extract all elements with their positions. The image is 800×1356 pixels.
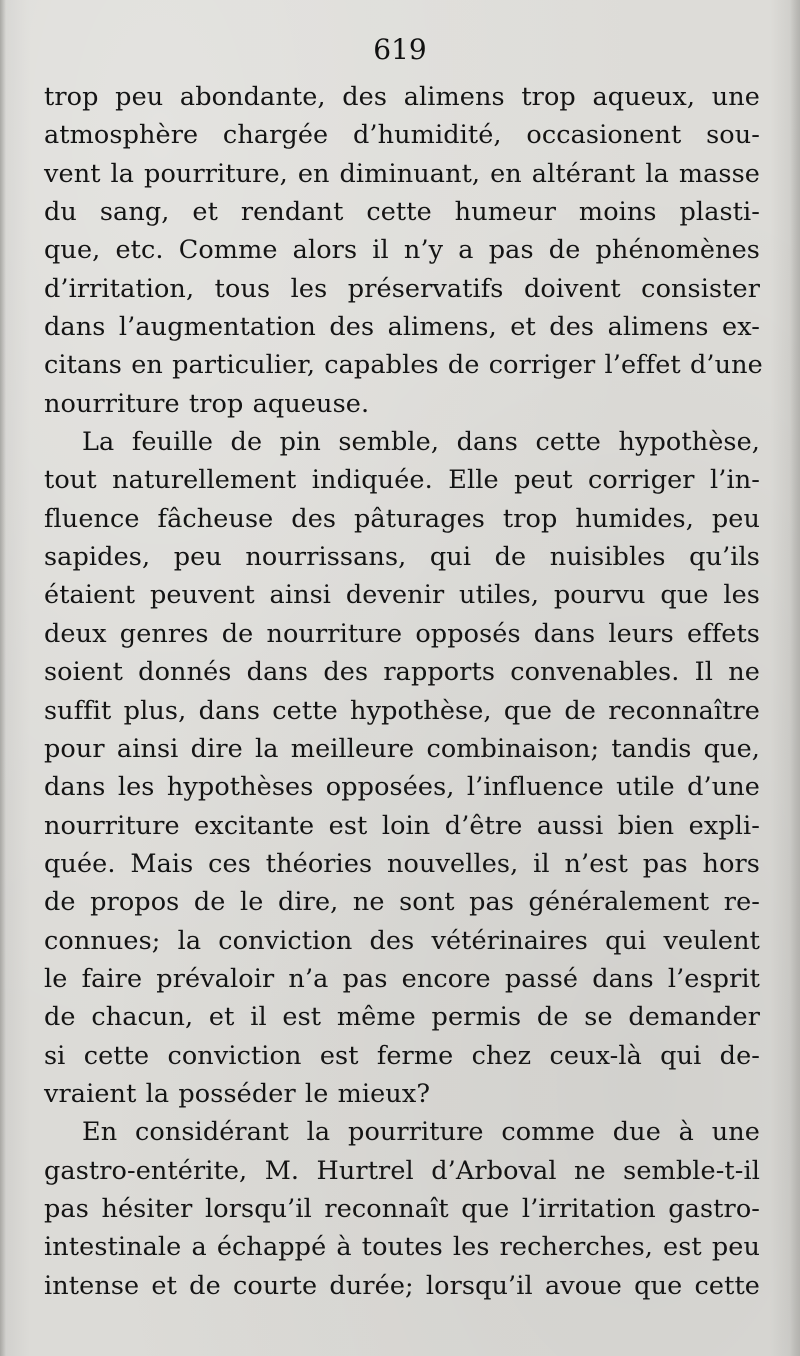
page-edge-left-shadow [0, 0, 6, 1356]
text-line: soient donnés dans des rapports convenables. Il ne [44, 657, 760, 688]
text-line: d’irritation, tous les préservatifs doivent consister [44, 273, 760, 304]
text-line: pas hésiter lorsqu’il reconnaît que l’irritation gastro- [44, 1193, 760, 1224]
text-line: intestinale a échappé à toutes les recherches, est peu [44, 1232, 760, 1263]
page-edge-right-shadow [790, 0, 800, 1356]
text-line: tout naturellement indiquée. Elle peut corriger l’in- [44, 465, 760, 496]
text-line: de chacun, et il est même permis de se demander [44, 1002, 760, 1033]
page-number: 619 [373, 33, 427, 66]
text-line: connues; la conviction des vétérinaires qui veulent [44, 925, 760, 956]
text-line: que, etc. Comme alors il n’y a pas de phénomènes [44, 235, 760, 266]
text-line: vraient la posséder le mieux? [44, 1078, 431, 1109]
text-line: citans en particulier, capables de corriger l’effet d’une [44, 350, 763, 381]
text-line: dans les hypothèses opposées, l’influence utile d’une [44, 772, 760, 803]
paragraph-start-line: La feuille de pin semble, dans cette hypothèse, [82, 427, 760, 458]
text-line: pour ainsi dire la meilleure combinaison; tandis que, [44, 733, 760, 764]
text-line: vent la pourriture, en diminuant, en altérant la masse [44, 158, 760, 189]
text-line: quée. Mais ces théories nouvelles, il n’est pas hors [44, 848, 760, 879]
text-line: dans l’augmentation des alimens, et des alimens ex- [44, 312, 760, 343]
paragraph-start-line: En considérant la pourriture comme due à une [82, 1117, 760, 1148]
text-line: le faire prévaloir n’a pas encore passé dans l’esprit [44, 963, 760, 994]
text-line: suffit plus, dans cette hypothèse, que de reconnaître [44, 695, 760, 726]
text-line: étaient peuvent ainsi devenir utiles, pourvu que les [44, 580, 760, 611]
text-line: de propos de le dire, ne sont pas généralement re- [44, 887, 760, 918]
text-line: trop peu abondante, des alimens trop aqueux, une [44, 82, 760, 112]
text-line: si cette conviction est ferme chez ceux-là qui de- [44, 1040, 760, 1071]
text-line: atmosphère chargée d’humidité, occasionent sou- [44, 120, 760, 151]
text-line: intense et de courte durée; lorsqu’il avoue que cette [44, 1270, 760, 1301]
text-line: nourriture trop aqueuse. [44, 388, 370, 419]
text-line: deux genres de nourriture opposés dans leurs effets [44, 618, 760, 649]
text-line: du sang, et rendant cette humeur moins plasti- [44, 197, 760, 228]
text-line: nourriture excitante est loin d’être aussi bien expli- [44, 810, 760, 841]
body-text [44, 78, 763, 1305]
text-line: sapides, peu nourrissans, qui de nuisibles qu’ils [44, 542, 760, 573]
text-line: gastro-entérite, M. Hurtrel d’Arboval ne semble-t-il [44, 1155, 760, 1186]
text-line: fluence fâcheuse des pâturages trop humides, peu [44, 503, 760, 534]
